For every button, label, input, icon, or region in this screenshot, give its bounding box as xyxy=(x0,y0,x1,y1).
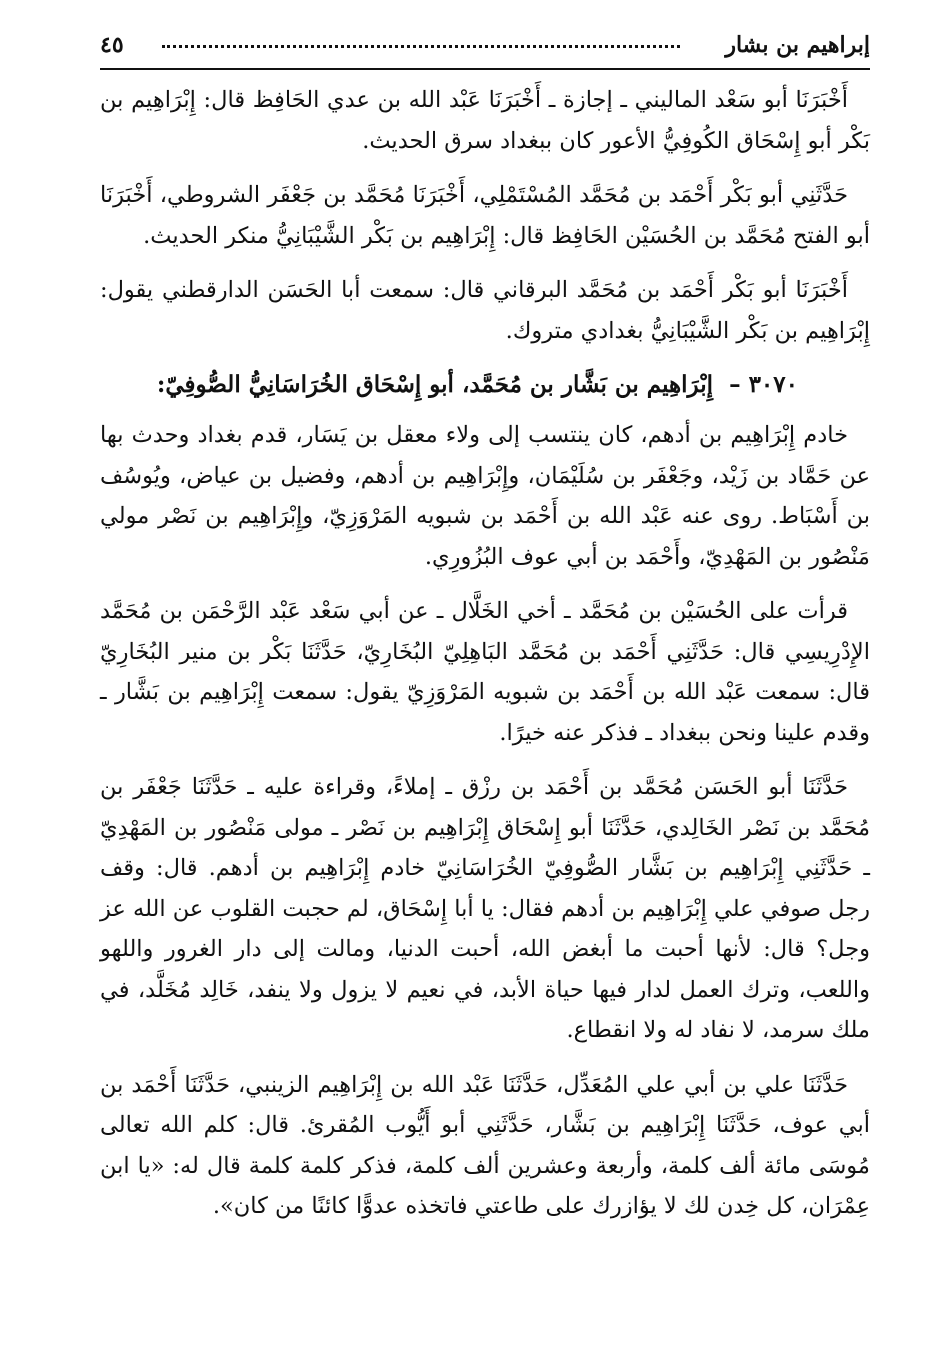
intro-section xyxy=(100,80,870,351)
paragraph: أَخْبَرَنَا أبو بَكْر أَحْمَد بن مُحَمَّد البرقاني قال: سمعت أبا الحَسَن الدارقطني يقول: إِبْرَاهِيم بن بَكْر الشَّيْبَانِيُّ بغدادي متروك. xyxy=(100,277,870,344)
paragraph: حَدَّثَنَا علي بن أبي علي المُعَدِّل، حَدَّثَنَا عَبْد الله بن إِبْرَاهِيم الزينبي، حَدَّثَنَا أَحْمَد بن أبي عوف، حَدَّثَنَا إِبْرَاهِيم بن بَشَّار، حَدَّثَنِي أبو أَيُّوب المُقرئ. قال: كلم الله تعالى مُوسَى مائة ألف كلمة، وأربعة وعشرين ألف كلمة، فذكر كلمة كلمة قال له: «يا ابن عِمْرَان، كل خِدن لك لا يؤازرك على طاعتي فاتخذه عدوًّا كائنًا من كان». xyxy=(100,1071,870,1219)
paragraph: خادم إِبْرَاهِيم بن أدهم، كان ينتسب إلى ولاء معقل بن يَسَار، قدم بغداد وحدث بها عن حَمَّاد بن زَيْد، وجَعْفَر بن سُلَيْمَان، وإِبْرَاهِيم بن أدهم، وفضيل بن عياض، ويُوسُف بن أَسْبَاط. روى عنه عَبْد الله بن أَحْمَد بن شبويه المَرْوَزِيّ، وإِبْرَاهِيم بن نَصْر مولي مَنْصُور بن المَهْدِيّ، وأَحْمَد بن أبي عوف البُزُورِي. xyxy=(100,422,870,570)
paragraph: قرأت على الحُسَيْن بن مُحَمَّد ـ أخي الخَلَّال ـ عن أبي سَعْد عَبْد الرَّحْمَن بن مُحَمَّد الإِدْرِيسِي قال: حَدَّثَنِي أَحْمَد بن مُحَمَّد البَاهِلِيّ البُخَارِيّ، حَدَّثَنَا بَكْر بن منير البُخَارِيّ قال: سمعت عَبْد الله بن أَحْمَد بن شبويه المَرْوَزِيّ يقول: سمعت إِبْرَاهِيم بن بَشَّار ـ وقدم علينا ونحن ببغداد ـ فذكر عنه خيرًا. xyxy=(100,598,870,746)
paragraph: حَدَّثَنَا أبو الحَسَن مُحَمَّد بن أَحْمَد بن رزْق ـ إملاءً، وقراءة عليه ـ حَدَّثَنَا جَعْفَر بن مُحَمَّد بن نَصْر الخَالِدي، حَدَّثَنَا أبو إِسْحَاق إِبْرَاهِيم بن نَصْر ـ مولى مَنْصُور بن المَهْدِيّ ـ حَدَّثَنِي إِبْرَاهِيم بن بَشَّار الصُّوفِيّ الخُرَاسَانِيّ خادم إِبْرَاهِيم بن أدهم. قال: وقف رجل صوفي علي إِبْرَاهِيم بن أدهم فقال: يا أبا إِسْحَاق، لم حجبت القلوب عن الله عز وجل؟ قال: لأنها أحبت ما أبغض الله، أحبت الدنيا، ومالت إلى دار الغرور واللهو واللعب، وترك العمل لدار فيها حياة الأبد، في نعيم لا يزول ولا ينفد، خَالِد مُخَلَّد، في ملك سرمد، لا نفاد له ولا انقطاع. xyxy=(100,774,870,1043)
page-header xyxy=(100,28,870,70)
entry-section xyxy=(100,415,870,1227)
paragraph: حَدَّثَنِي أبو بَكْر أَحْمَد بن مُحَمَّد المُسْتَمْلِي، أَخْبَرَنَا مُحَمَّد بن جَعْفَر الشروطي، أَخْبَرَنَا أبو الفتح مُحَمَّد بن الحُسَيْن الحَافِظ قال: إِبْرَاهِيم بن بَكْر الشَّيْبَانِيُّ منكر الحديث. xyxy=(100,182,870,249)
entry-heading xyxy=(100,365,870,405)
entry-title: إِبْرَاهِيم بن بَشَّار بن مُحَمَّد، أبو إِسْحَاق الخُرَاسَانِيُّ الصُّوفِيّ: xyxy=(156,371,714,398)
paragraph: أَخْبَرَنَا أبو سَعْد الماليني ـ إجازة ـ أَخْبَرَنَا عَبْد الله بن عدي الحَافِظ قال: إِبْرَاهِيم بن بَكْر أبو إِسْحَاق الكُوفِيُّ الأعور كان ببغداد سرق الحديث. xyxy=(100,87,870,154)
entry-number: ٣٠٧٠ – xyxy=(729,371,798,398)
page-number: ٤٥ xyxy=(100,32,124,58)
running-title: إبراهيم بن بشار xyxy=(725,32,870,58)
dotted-leader xyxy=(162,45,680,48)
page xyxy=(100,28,870,1348)
